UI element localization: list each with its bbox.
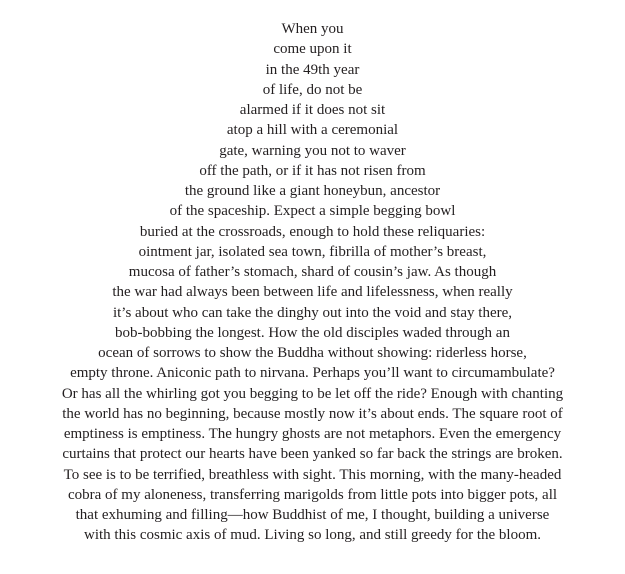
poem-line: ointment jar, isolated sea town, fibrilla of mother’s breast,	[138, 243, 487, 260]
poem-line: off the path, or if it has not risen from	[199, 162, 426, 179]
poem-line: When you	[281, 21, 344, 37]
poem-line: empty throne. Aniconic path to nirvana. Perhaps you’ll want to circumambulate?	[70, 365, 555, 382]
poem-line: the ground like a giant honeybun, ancestor	[184, 183, 441, 199]
poem-line: it’s about who can take the dinghy out into the void and stay there,	[112, 304, 513, 321]
poem-line: Or has all the whirling got you begging to be let off the ride? Enough with chanting	[61, 385, 564, 402]
poem-line: curtains that protect our hearts have been yanked so far back the strings are broken.	[62, 446, 563, 463]
poem-line: emptiness is emptiness. The hungry ghosts are not metaphors. Even the emergency	[63, 426, 562, 442]
poem-line: cobra of my aloneness, transferring marigolds from little pots into bigger pots, all	[67, 486, 558, 503]
poem-line: the war had always been between life and lifelessness, when really	[112, 284, 513, 301]
poem-line: atop a hill with a ceremonial	[226, 122, 399, 139]
poem-text	[0, 19, 625, 546]
poem-line: buried at the crossroads, enough to hold these reliquaries:	[139, 223, 486, 240]
poem-line: of the spaceship. Expect a simple begging bowl	[169, 203, 456, 220]
poem-line: of life, do not be	[262, 81, 363, 98]
poem-line: that exhuming and filling—how Buddhist of me, I thought, building a universe	[75, 507, 550, 523]
poem-line: alarmed if it does not sit	[239, 102, 386, 118]
poem-line: the world has no beginning, because mostly now it’s about ends. The square root of	[62, 405, 563, 422]
poem-line: gate, warning you not to waver	[219, 142, 406, 159]
poem-line: bob-bobbing the longest. How the old disciples waded through an	[115, 324, 510, 341]
poem-line: with this cosmic axis of mud. Living so long, and still greedy for the bloom.	[83, 527, 542, 544]
poem-line: To see is to be terrified, breathless with sight. This morning, with the many-headed	[63, 466, 562, 483]
poem-line: ocean of sorrows to show the Buddha without showing: riderless horse,	[98, 345, 527, 361]
poem-line: in the 49th year	[265, 61, 360, 78]
poem-line: come upon it	[273, 41, 352, 58]
poem-line: mucosa of father’s stomach, shard of cousin’s jaw. As though	[128, 264, 497, 280]
